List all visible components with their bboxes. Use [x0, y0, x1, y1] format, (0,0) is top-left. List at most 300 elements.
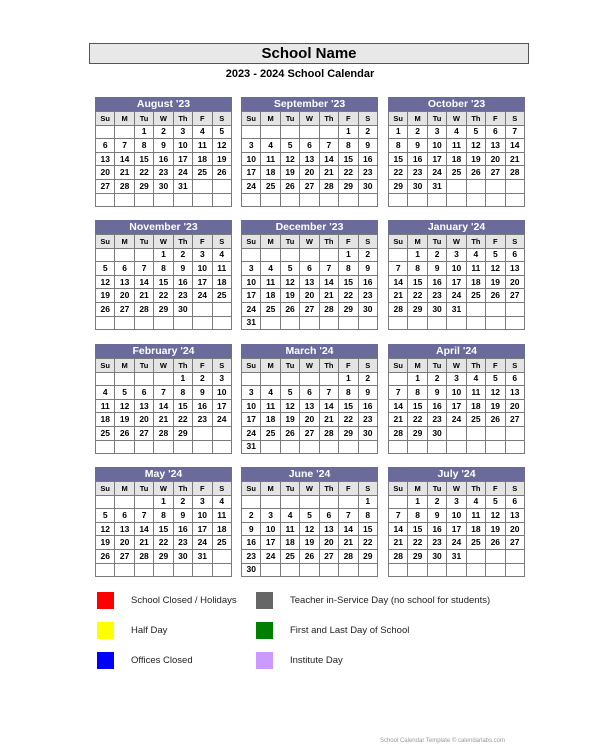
day-cell[interactable]: 22 — [339, 413, 358, 427]
day-cell[interactable]: 8 — [408, 262, 427, 276]
day-cell[interactable]: 24 — [242, 179, 261, 193]
day-cell[interactable]: 1 — [408, 495, 427, 509]
day-cell[interactable]: 4 — [280, 509, 299, 523]
day-cell[interactable]: 26 — [486, 536, 505, 550]
day-cell[interactable]: 13 — [96, 152, 115, 166]
day-cell[interactable]: 20 — [486, 152, 505, 166]
day-cell[interactable]: 27 — [115, 549, 134, 563]
day-cell[interactable]: 15 — [408, 522, 427, 536]
day-cell[interactable]: 20 — [96, 166, 115, 180]
day-cell[interactable]: 15 — [173, 399, 192, 413]
day-cell[interactable]: 5 — [486, 495, 505, 509]
day-cell[interactable]: 7 — [389, 509, 408, 523]
day-cell[interactable]: 10 — [427, 139, 446, 153]
day-cell[interactable]: 17 — [193, 275, 212, 289]
day-cell[interactable]: 30 — [358, 302, 377, 316]
day-cell[interactable]: 14 — [319, 152, 338, 166]
day-cell[interactable]: 10 — [242, 152, 261, 166]
day-cell[interactable]: 13 — [115, 522, 134, 536]
day-cell[interactable]: 21 — [319, 289, 338, 303]
day-cell[interactable]: 14 — [154, 399, 173, 413]
day-cell[interactable]: 14 — [389, 522, 408, 536]
day-cell[interactable]: 14 — [389, 399, 408, 413]
day-cell[interactable]: 22 — [358, 536, 377, 550]
day-cell[interactable]: 24 — [212, 413, 231, 427]
day-cell[interactable]: 19 — [300, 536, 319, 550]
day-cell[interactable]: 24 — [193, 536, 212, 550]
day-cell[interactable]: 19 — [115, 413, 134, 427]
day-cell[interactable]: 25 — [466, 536, 485, 550]
day-cell[interactable]: 29 — [134, 179, 153, 193]
day-cell[interactable]: 23 — [408, 166, 427, 180]
day-cell[interactable]: 8 — [389, 139, 408, 153]
day-cell[interactable]: 21 — [389, 536, 408, 550]
day-cell[interactable]: 2 — [173, 495, 192, 509]
day-cell[interactable]: 6 — [300, 262, 319, 276]
day-cell[interactable]: 29 — [358, 549, 377, 563]
day-cell[interactable]: 26 — [300, 549, 319, 563]
day-cell[interactable]: 22 — [339, 166, 358, 180]
day-cell[interactable]: 8 — [173, 386, 192, 400]
day-cell[interactable]: 26 — [486, 289, 505, 303]
day-cell[interactable]: 11 — [280, 522, 299, 536]
day-cell[interactable]: 9 — [427, 509, 446, 523]
day-cell[interactable]: 19 — [466, 152, 485, 166]
day-cell[interactable]: 18 — [466, 522, 485, 536]
day-cell[interactable]: 16 — [408, 152, 427, 166]
day-cell[interactable]: 16 — [358, 275, 377, 289]
day-cell[interactable]: 5 — [96, 509, 115, 523]
day-cell[interactable]: 3 — [242, 386, 261, 400]
day-cell[interactable]: 7 — [505, 125, 524, 139]
day-cell[interactable]: 13 — [300, 152, 319, 166]
day-cell[interactable]: 28 — [319, 302, 338, 316]
day-cell[interactable]: 29 — [408, 426, 427, 440]
day-cell[interactable]: 6 — [96, 139, 115, 153]
day-cell[interactable]: 28 — [389, 426, 408, 440]
day-cell[interactable]: 17 — [242, 289, 261, 303]
day-cell[interactable]: 10 — [447, 509, 466, 523]
day-cell[interactable]: 28 — [115, 179, 134, 193]
day-cell[interactable]: 31 — [242, 316, 261, 330]
day-cell[interactable]: 7 — [134, 509, 153, 523]
day-cell[interactable]: 8 — [134, 139, 153, 153]
day-cell[interactable]: 18 — [261, 413, 280, 427]
day-cell[interactable]: 11 — [261, 275, 280, 289]
day-cell[interactable]: 26 — [96, 549, 115, 563]
day-cell[interactable]: 20 — [505, 399, 524, 413]
day-cell[interactable]: 1 — [408, 248, 427, 262]
day-cell[interactable]: 29 — [339, 179, 358, 193]
day-cell[interactable]: 11 — [447, 139, 466, 153]
day-cell[interactable]: 9 — [427, 386, 446, 400]
day-cell[interactable]: 11 — [261, 152, 280, 166]
day-cell[interactable]: 28 — [319, 179, 338, 193]
day-cell[interactable]: 7 — [319, 139, 338, 153]
day-cell[interactable]: 3 — [193, 248, 212, 262]
day-cell[interactable]: 8 — [339, 139, 358, 153]
day-cell[interactable]: 29 — [339, 302, 358, 316]
day-cell[interactable]: 8 — [358, 509, 377, 523]
day-cell[interactable]: 4 — [466, 495, 485, 509]
day-cell[interactable]: 22 — [408, 536, 427, 550]
day-cell[interactable]: 26 — [280, 426, 299, 440]
day-cell[interactable]: 3 — [212, 372, 231, 386]
day-cell[interactable]: 17 — [447, 399, 466, 413]
day-cell[interactable]: 19 — [486, 275, 505, 289]
day-cell[interactable]: 4 — [261, 139, 280, 153]
day-cell[interactable]: 19 — [280, 166, 299, 180]
day-cell[interactable]: 27 — [96, 179, 115, 193]
day-cell[interactable]: 30 — [427, 302, 446, 316]
day-cell[interactable]: 25 — [261, 179, 280, 193]
day-cell[interactable]: 7 — [115, 139, 134, 153]
day-cell[interactable]: 30 — [408, 179, 427, 193]
day-cell[interactable]: 23 — [154, 166, 173, 180]
day-cell[interactable]: 26 — [115, 426, 134, 440]
day-cell[interactable]: 7 — [319, 262, 338, 276]
day-cell[interactable]: 18 — [261, 166, 280, 180]
day-cell[interactable]: 2 — [173, 248, 192, 262]
day-cell[interactable]: 15 — [339, 152, 358, 166]
day-cell[interactable]: 8 — [154, 509, 173, 523]
day-cell[interactable]: 13 — [319, 522, 338, 536]
day-cell[interactable]: 28 — [134, 549, 153, 563]
day-cell[interactable]: 22 — [154, 536, 173, 550]
day-cell[interactable]: 17 — [447, 275, 466, 289]
day-cell[interactable]: 18 — [466, 275, 485, 289]
day-cell[interactable]: 23 — [193, 413, 212, 427]
day-cell[interactable]: 3 — [242, 262, 261, 276]
day-cell[interactable]: 7 — [134, 262, 153, 276]
day-cell[interactable]: 30 — [427, 549, 446, 563]
day-cell[interactable]: 7 — [154, 386, 173, 400]
day-cell[interactable]: 27 — [300, 426, 319, 440]
day-cell[interactable]: 25 — [280, 549, 299, 563]
day-cell[interactable]: 7 — [319, 386, 338, 400]
day-cell[interactable]: 29 — [173, 426, 192, 440]
day-cell[interactable]: 13 — [134, 399, 153, 413]
day-cell[interactable]: 21 — [339, 536, 358, 550]
day-cell[interactable]: 24 — [447, 289, 466, 303]
day-cell[interactable]: 27 — [115, 302, 134, 316]
day-cell[interactable]: 22 — [408, 289, 427, 303]
day-cell[interactable]: 23 — [358, 413, 377, 427]
day-cell[interactable]: 24 — [242, 426, 261, 440]
day-cell[interactable]: 1 — [339, 372, 358, 386]
day-cell[interactable]: 27 — [300, 302, 319, 316]
day-cell[interactable]: 27 — [486, 166, 505, 180]
day-cell[interactable]: 14 — [134, 522, 153, 536]
day-cell[interactable]: 17 — [212, 399, 231, 413]
day-cell[interactable]: 15 — [134, 152, 153, 166]
day-cell[interactable]: 2 — [427, 372, 446, 386]
day-cell[interactable]: 18 — [96, 413, 115, 427]
day-cell[interactable]: 8 — [339, 386, 358, 400]
day-cell[interactable]: 28 — [505, 166, 524, 180]
day-cell[interactable]: 1 — [134, 125, 153, 139]
day-cell[interactable]: 22 — [173, 413, 192, 427]
day-cell[interactable]: 20 — [300, 413, 319, 427]
day-cell[interactable]: 21 — [319, 166, 338, 180]
day-cell[interactable]: 18 — [466, 399, 485, 413]
day-cell[interactable]: 24 — [447, 536, 466, 550]
day-cell[interactable]: 16 — [427, 522, 446, 536]
day-cell[interactable]: 2 — [358, 125, 377, 139]
day-cell[interactable]: 17 — [173, 152, 192, 166]
day-cell[interactable]: 15 — [358, 522, 377, 536]
day-cell[interactable]: 29 — [339, 426, 358, 440]
day-cell[interactable]: 25 — [212, 536, 231, 550]
day-cell[interactable]: 31 — [427, 179, 446, 193]
day-cell[interactable]: 16 — [193, 399, 212, 413]
day-cell[interactable]: 9 — [408, 139, 427, 153]
day-cell[interactable]: 14 — [134, 275, 153, 289]
day-cell[interactable]: 28 — [134, 302, 153, 316]
day-cell[interactable]: 4 — [96, 386, 115, 400]
day-cell[interactable]: 21 — [505, 152, 524, 166]
day-cell[interactable]: 30 — [242, 563, 261, 577]
day-cell[interactable]: 30 — [427, 426, 446, 440]
day-cell[interactable]: 30 — [154, 179, 173, 193]
day-cell[interactable]: 18 — [212, 522, 231, 536]
day-cell[interactable]: 18 — [447, 152, 466, 166]
day-cell[interactable]: 21 — [134, 536, 153, 550]
day-cell[interactable]: 23 — [358, 166, 377, 180]
day-cell[interactable]: 23 — [358, 289, 377, 303]
day-cell[interactable]: 4 — [261, 386, 280, 400]
day-cell[interactable]: 16 — [242, 536, 261, 550]
day-cell[interactable]: 30 — [358, 426, 377, 440]
day-cell[interactable]: 29 — [154, 302, 173, 316]
day-cell[interactable]: 22 — [154, 289, 173, 303]
day-cell[interactable]: 21 — [389, 413, 408, 427]
day-cell[interactable]: 17 — [447, 522, 466, 536]
day-cell[interactable]: 20 — [505, 522, 524, 536]
day-cell[interactable]: 25 — [193, 166, 212, 180]
day-cell[interactable]: 5 — [115, 386, 134, 400]
day-cell[interactable]: 5 — [280, 386, 299, 400]
day-cell[interactable]: 25 — [466, 413, 485, 427]
day-cell[interactable]: 6 — [505, 248, 524, 262]
day-cell[interactable]: 12 — [486, 386, 505, 400]
day-cell[interactable]: 13 — [300, 275, 319, 289]
day-cell[interactable]: 26 — [280, 179, 299, 193]
day-cell[interactable]: 15 — [339, 275, 358, 289]
day-cell[interactable]: 14 — [319, 275, 338, 289]
day-cell[interactable]: 20 — [115, 289, 134, 303]
day-cell[interactable]: 10 — [212, 386, 231, 400]
day-cell[interactable]: 31 — [447, 302, 466, 316]
day-cell[interactable]: 19 — [96, 289, 115, 303]
day-cell[interactable]: 25 — [96, 426, 115, 440]
day-cell[interactable]: 10 — [242, 399, 261, 413]
day-cell[interactable]: 11 — [466, 262, 485, 276]
day-cell[interactable]: 2 — [427, 495, 446, 509]
day-cell[interactable]: 22 — [408, 413, 427, 427]
day-cell[interactable]: 30 — [173, 302, 192, 316]
day-cell[interactable]: 16 — [427, 399, 446, 413]
day-cell[interactable]: 3 — [447, 372, 466, 386]
day-cell[interactable]: 20 — [115, 536, 134, 550]
day-cell[interactable]: 27 — [134, 426, 153, 440]
day-cell[interactable]: 3 — [447, 248, 466, 262]
day-cell[interactable]: 19 — [486, 522, 505, 536]
day-cell[interactable]: 9 — [427, 262, 446, 276]
day-cell[interactable]: 6 — [505, 372, 524, 386]
day-cell[interactable]: 1 — [173, 372, 192, 386]
day-cell[interactable]: 28 — [319, 426, 338, 440]
day-cell[interactable]: 28 — [154, 426, 173, 440]
day-cell[interactable]: 3 — [173, 125, 192, 139]
day-cell[interactable]: 7 — [389, 262, 408, 276]
day-cell[interactable]: 4 — [212, 495, 231, 509]
day-cell[interactable]: 12 — [280, 275, 299, 289]
day-cell[interactable]: 25 — [261, 302, 280, 316]
day-cell[interactable]: 17 — [427, 152, 446, 166]
day-cell[interactable]: 11 — [466, 509, 485, 523]
day-cell[interactable]: 18 — [280, 536, 299, 550]
day-cell[interactable]: 8 — [339, 262, 358, 276]
day-cell[interactable]: 29 — [389, 179, 408, 193]
day-cell[interactable]: 17 — [242, 413, 261, 427]
day-cell[interactable]: 4 — [447, 125, 466, 139]
day-cell[interactable]: 5 — [212, 125, 231, 139]
day-cell[interactable]: 6 — [115, 262, 134, 276]
day-cell[interactable]: 4 — [466, 248, 485, 262]
day-cell[interactable]: 21 — [389, 289, 408, 303]
day-cell[interactable]: 21 — [115, 166, 134, 180]
day-cell[interactable]: 6 — [134, 386, 153, 400]
day-cell[interactable]: 6 — [319, 509, 338, 523]
day-cell[interactable]: 12 — [115, 399, 134, 413]
day-cell[interactable]: 6 — [486, 125, 505, 139]
day-cell[interactable]: 23 — [242, 549, 261, 563]
day-cell[interactable]: 6 — [300, 386, 319, 400]
day-cell[interactable]: 13 — [300, 399, 319, 413]
day-cell[interactable]: 20 — [505, 275, 524, 289]
day-cell[interactable]: 24 — [193, 289, 212, 303]
day-cell[interactable]: 11 — [212, 262, 231, 276]
day-cell[interactable]: 22 — [134, 166, 153, 180]
day-cell[interactable]: 10 — [193, 262, 212, 276]
day-cell[interactable]: 6 — [300, 139, 319, 153]
day-cell[interactable]: 8 — [154, 262, 173, 276]
day-cell[interactable]: 10 — [447, 386, 466, 400]
day-cell[interactable]: 16 — [173, 275, 192, 289]
day-cell[interactable]: 6 — [115, 509, 134, 523]
day-cell[interactable]: 6 — [505, 495, 524, 509]
day-cell[interactable]: 26 — [212, 166, 231, 180]
day-cell[interactable]: 20 — [319, 536, 338, 550]
day-cell[interactable]: 29 — [408, 302, 427, 316]
day-cell[interactable]: 2 — [358, 372, 377, 386]
day-cell[interactable]: 1 — [154, 495, 173, 509]
day-cell[interactable]: 15 — [408, 399, 427, 413]
day-cell[interactable]: 16 — [427, 275, 446, 289]
day-cell[interactable]: 28 — [389, 549, 408, 563]
day-cell[interactable]: 14 — [505, 139, 524, 153]
day-cell[interactable]: 3 — [242, 139, 261, 153]
day-cell[interactable]: 31 — [173, 179, 192, 193]
day-cell[interactable]: 23 — [173, 536, 192, 550]
day-cell[interactable]: 4 — [261, 262, 280, 276]
day-cell[interactable]: 9 — [154, 139, 173, 153]
day-cell[interactable]: 13 — [486, 139, 505, 153]
day-cell[interactable]: 21 — [134, 289, 153, 303]
day-cell[interactable]: 3 — [447, 495, 466, 509]
day-cell[interactable]: 26 — [466, 166, 485, 180]
day-cell[interactable]: 2 — [358, 248, 377, 262]
day-cell[interactable]: 30 — [173, 549, 192, 563]
day-cell[interactable]: 5 — [300, 509, 319, 523]
day-cell[interactable]: 1 — [408, 372, 427, 386]
day-cell[interactable]: 22 — [339, 289, 358, 303]
day-cell[interactable]: 14 — [389, 275, 408, 289]
day-cell[interactable]: 31 — [447, 549, 466, 563]
day-cell[interactable]: 20 — [300, 166, 319, 180]
day-cell[interactable]: 22 — [389, 166, 408, 180]
day-cell[interactable]: 9 — [358, 262, 377, 276]
day-cell[interactable]: 26 — [486, 413, 505, 427]
day-cell[interactable]: 23 — [427, 536, 446, 550]
day-cell[interactable]: 27 — [505, 413, 524, 427]
day-cell[interactable]: 13 — [505, 509, 524, 523]
day-cell[interactable]: 1 — [339, 248, 358, 262]
day-cell[interactable]: 30 — [358, 179, 377, 193]
day-cell[interactable]: 9 — [358, 139, 377, 153]
day-cell[interactable]: 3 — [427, 125, 446, 139]
day-cell[interactable]: 10 — [447, 262, 466, 276]
day-cell[interactable]: 19 — [96, 536, 115, 550]
day-cell[interactable]: 8 — [408, 509, 427, 523]
day-cell[interactable]: 14 — [115, 152, 134, 166]
day-cell[interactable]: 20 — [134, 413, 153, 427]
day-cell[interactable]: 29 — [408, 549, 427, 563]
day-cell[interactable]: 12 — [212, 139, 231, 153]
day-cell[interactable]: 27 — [505, 289, 524, 303]
day-cell[interactable]: 10 — [193, 509, 212, 523]
day-cell[interactable]: 16 — [358, 399, 377, 413]
day-cell[interactable]: 4 — [193, 125, 212, 139]
day-cell[interactable]: 11 — [96, 399, 115, 413]
day-cell[interactable]: 1 — [154, 248, 173, 262]
day-cell[interactable]: 19 — [212, 152, 231, 166]
day-cell[interactable]: 2 — [242, 509, 261, 523]
day-cell[interactable]: 4 — [466, 372, 485, 386]
day-cell[interactable]: 7 — [339, 509, 358, 523]
day-cell[interactable]: 27 — [505, 536, 524, 550]
day-cell[interactable]: 31 — [242, 440, 261, 454]
day-cell[interactable]: 15 — [339, 399, 358, 413]
day-cell[interactable]: 18 — [212, 275, 231, 289]
day-cell[interactable]: 4 — [212, 248, 231, 262]
day-cell[interactable]: 17 — [193, 522, 212, 536]
day-cell[interactable]: 23 — [173, 289, 192, 303]
day-cell[interactable]: 11 — [193, 139, 212, 153]
day-cell[interactable]: 1 — [339, 125, 358, 139]
day-cell[interactable]: 31 — [193, 549, 212, 563]
day-cell[interactable]: 9 — [358, 386, 377, 400]
day-cell[interactable]: 15 — [154, 275, 173, 289]
day-cell[interactable]: 24 — [261, 549, 280, 563]
day-cell[interactable]: 24 — [447, 413, 466, 427]
day-cell[interactable]: 17 — [242, 166, 261, 180]
day-cell[interactable]: 16 — [173, 522, 192, 536]
day-cell[interactable]: 28 — [339, 549, 358, 563]
day-cell[interactable]: 24 — [173, 166, 192, 180]
day-cell[interactable]: 1 — [358, 495, 377, 509]
